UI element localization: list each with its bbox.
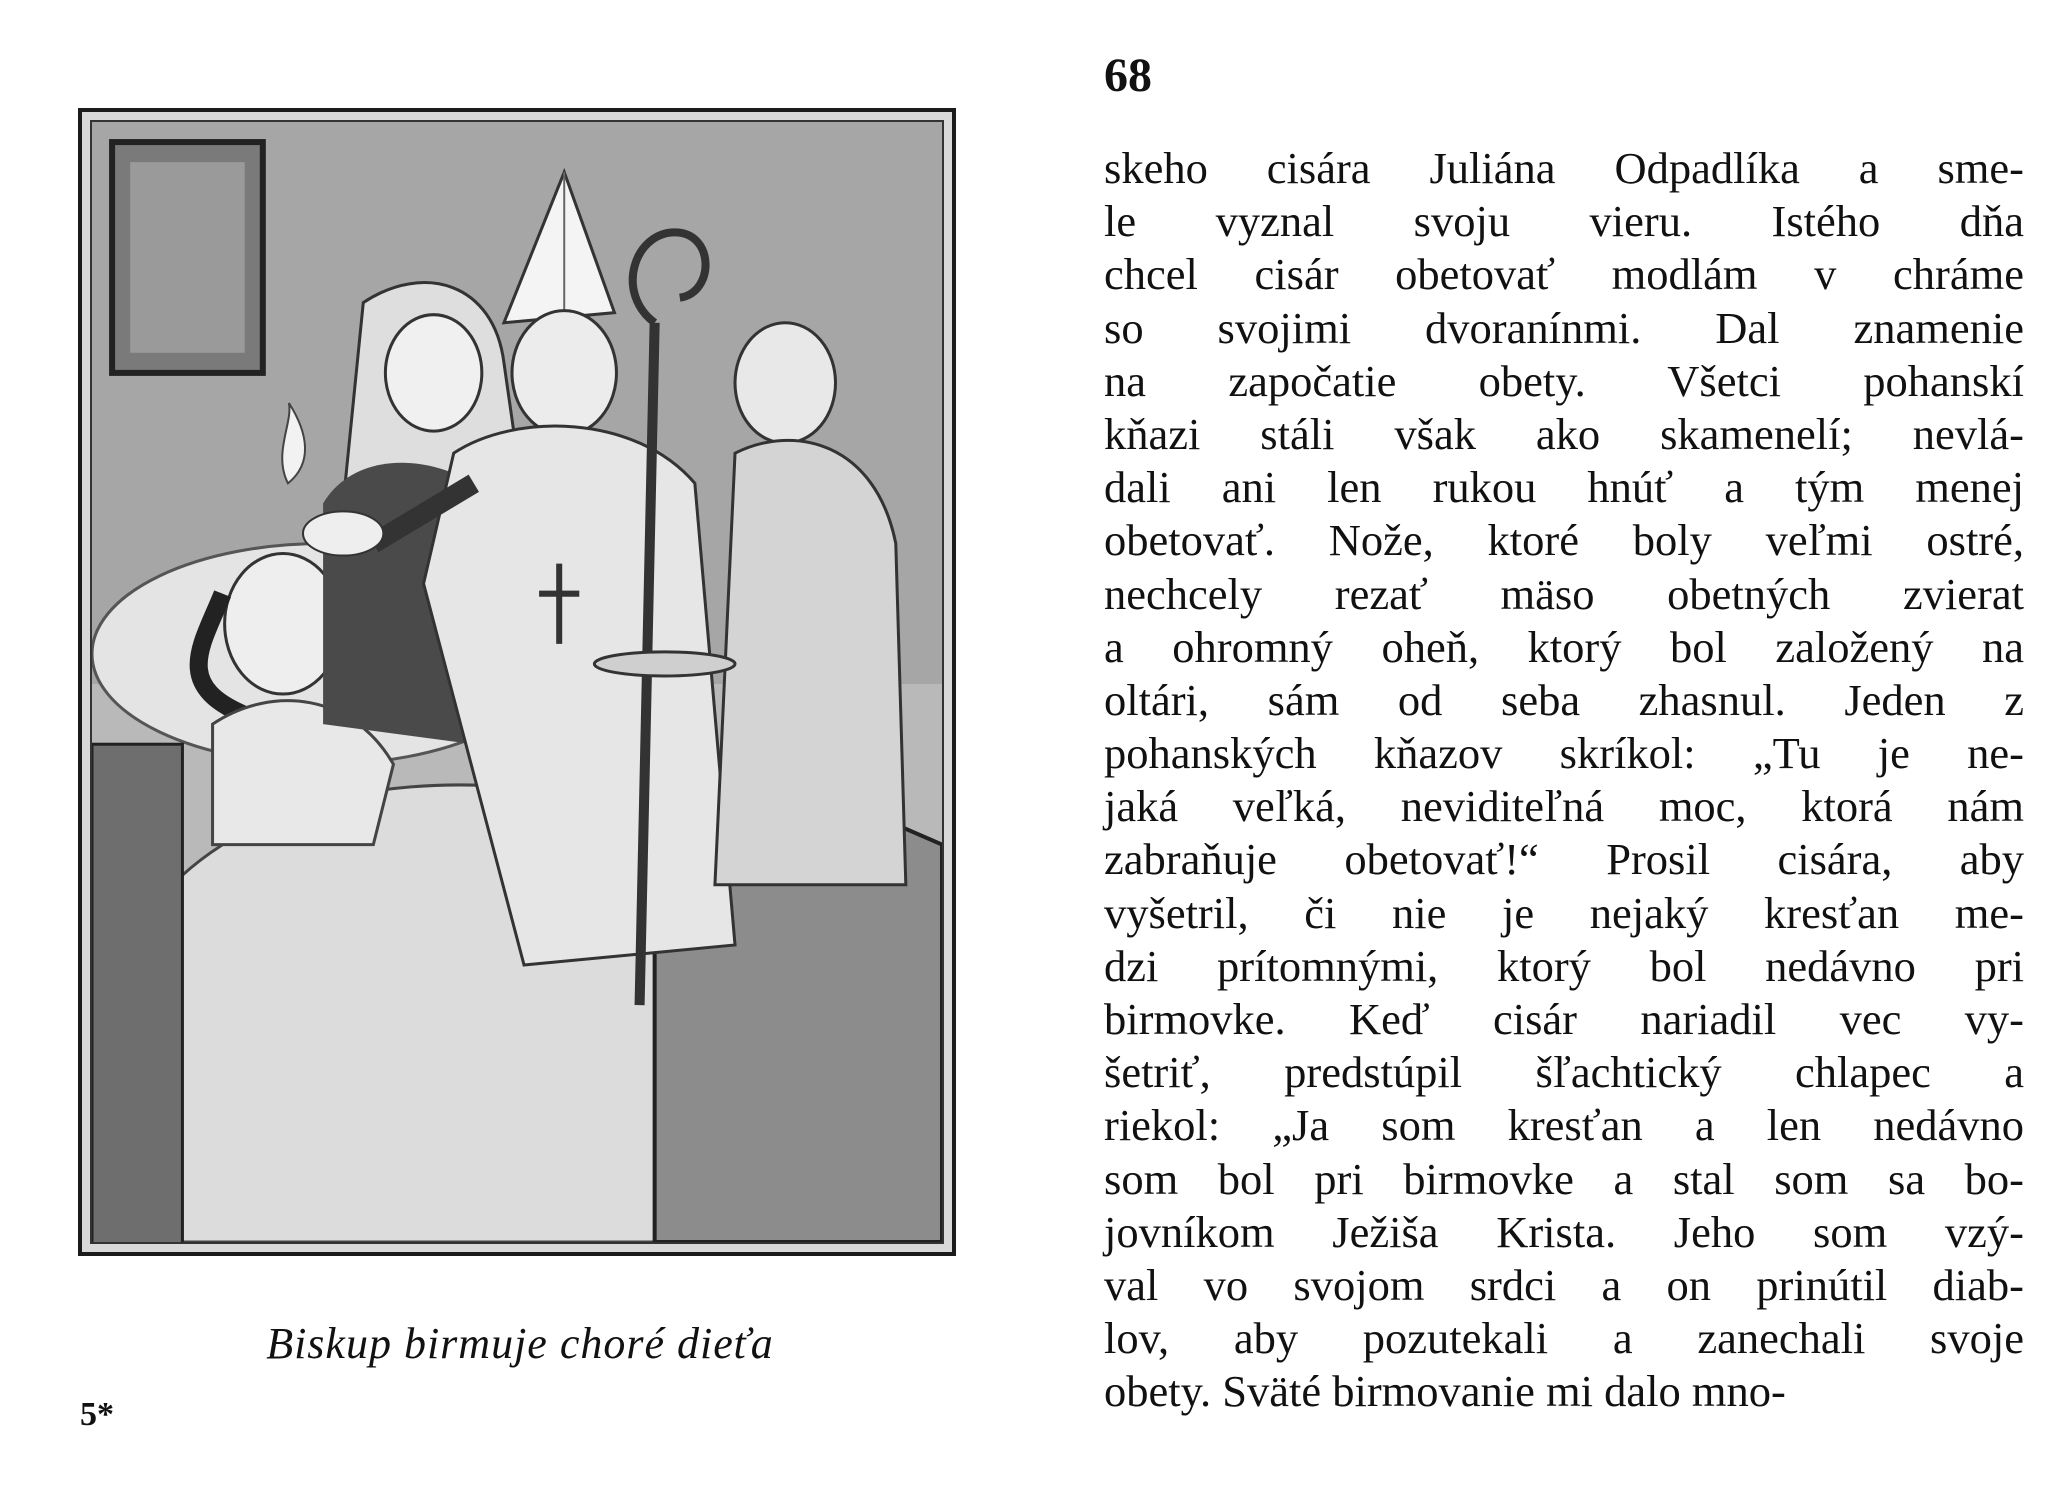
text-line: zabraňuje obetovať!“ Prosil cisára, aby — [1104, 834, 2024, 885]
right-page — [1060, 0, 2048, 1500]
text-line: oltári, sám od seba zhasnul. Jeden z — [1104, 674, 2024, 725]
text-line: dzi prítomnými, ktorý bol nedávno pri — [1104, 940, 2024, 991]
body-text — [1104, 142, 2024, 1419]
text-line: skeho cisára Juliána Odpadlíka a sme- — [1104, 143, 2024, 193]
engraving-bishop-confirming-sick-child — [92, 122, 942, 1242]
illustration-frame — [78, 108, 956, 1256]
text-line: obetovať. Nože, ktoré boly veľmi ostré, — [1104, 515, 2024, 566]
text-line: dali ani len rukou hnúť a tým menej — [1104, 462, 2024, 513]
text-line: kňazi stáli však ako skamenelí; nevlá- — [1104, 408, 2024, 459]
text-line: le vyznal svoju vieru. Istého dňa — [1104, 196, 2024, 247]
illustration — [90, 120, 944, 1244]
text-line: pohanských kňazov skríkol: „Tu je ne- — [1104, 728, 2024, 779]
text-line: riekol: „Ja som kresťan a len nedávno — [1104, 1100, 2024, 1151]
text-line: jaká veľká, neviditeľná moc, ktorá nám — [1104, 781, 2024, 832]
text-line: jovníkom Ježiša Krista. Jeho som vzý- — [1104, 1206, 2024, 1257]
text-line: birmovke. Keď cisár nariadil vec vy- — [1104, 994, 2024, 1044]
illustration-caption: Biskup birmuje choré dieťa — [266, 1319, 774, 1368]
text-line: a ohromný oheň, ktorý bol založený na — [1104, 621, 2024, 672]
text-line: šetriť, predstúpil šľachtický chlapec a — [1104, 1047, 2024, 1098]
text-line: som bol pri birmovke a stal som sa bo- — [1104, 1153, 2024, 1204]
page-number: 68 — [1104, 49, 1152, 102]
text-line: chcel cisár obetovať modlám v chráme — [1104, 249, 2024, 300]
text-line: val vo svojom srdci a on prinútil diab- — [1104, 1259, 2024, 1310]
text-line: so svojimi dvoranínmi. Dal znamenie — [1104, 302, 2024, 353]
text-line: vyšetril, či nie je nejaký kresťan me- — [1104, 887, 2024, 938]
text-line: na započatie obety. Všetci pohanskí — [1104, 355, 2024, 406]
text-line: nechcely rezať mäso obetných zvierat — [1104, 568, 2024, 619]
text-line: obety. Sväté birmovanie mi dalo mno- — [1104, 1366, 1786, 1417]
text-line: lov, aby pozutekali a zanechali svoje — [1104, 1313, 2024, 1364]
signature-mark: 5* — [80, 1396, 114, 1433]
